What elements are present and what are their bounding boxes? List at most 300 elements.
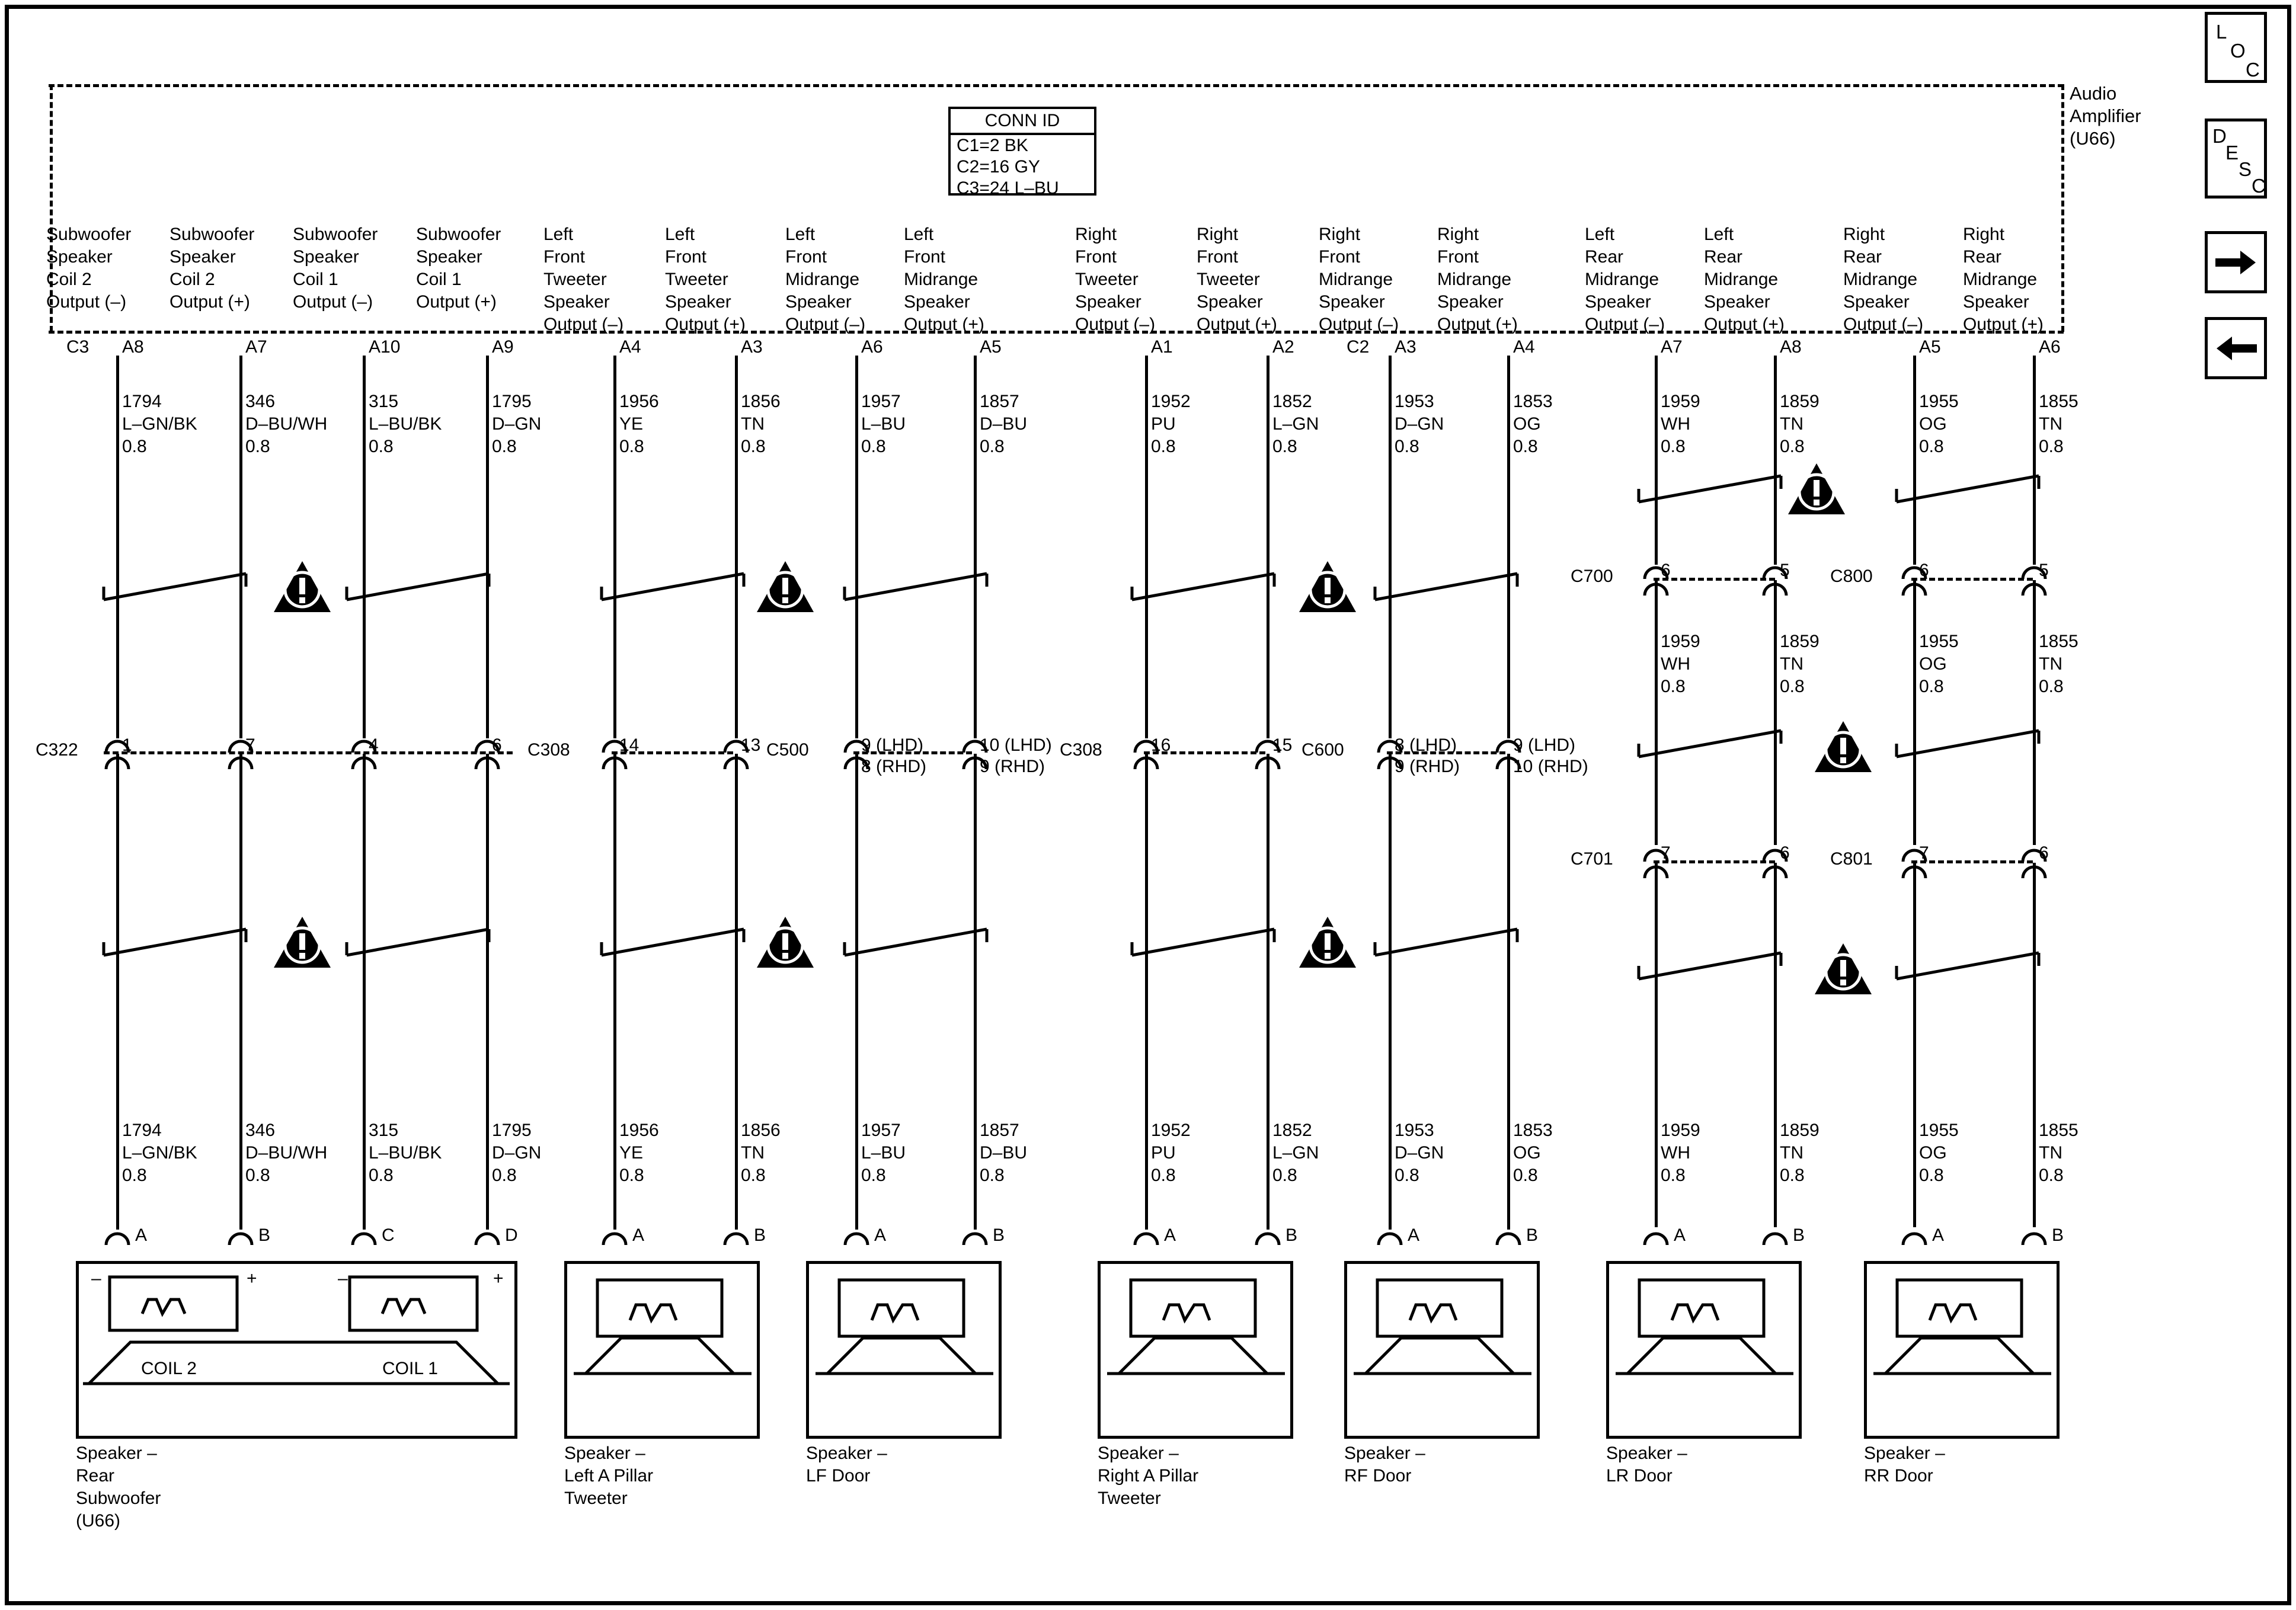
wire-c6-upper — [735, 356, 738, 738]
wire-c13-lower — [1655, 863, 1658, 1227]
header-line-c15-4: Output (–) — [1843, 315, 1924, 334]
wire-c7-upper — [855, 356, 858, 738]
speaker-rf-tweeter-caption-2: Right A Pillar — [1098, 1466, 1199, 1486]
wire-c9-upper — [1145, 356, 1148, 738]
wire-gauge-bottom-c14: 0.8 — [1780, 1166, 1805, 1185]
header-line-c4-1: Speaker — [416, 247, 482, 267]
wire-gauge-bottom-c11: 0.8 — [1395, 1166, 1419, 1185]
connector-label-c308-b: C308 — [1060, 740, 1102, 760]
coil2-label: COIL 2 — [141, 1359, 197, 1378]
header-line-c16-3: Speaker — [1963, 292, 2029, 312]
speaker-terminal-label-c15: A — [1932, 1225, 1945, 1245]
pin-number-mid-c12-0: 9 (LHD) — [1513, 735, 1576, 755]
splice-mark-bottom-5 — [1372, 924, 1520, 960]
pin-number-mid2-c15: 7 — [1919, 843, 1929, 863]
header-line-c8-3: Speaker — [904, 292, 970, 312]
speaker-rr-door-symbol — [1873, 1274, 2051, 1422]
pin-label-c8: A5 — [980, 337, 1002, 357]
polarity-c1: – — [91, 1269, 101, 1288]
wire-gauge-bottom-c5: 0.8 — [619, 1166, 644, 1185]
warning-triangle-icon-4 — [1814, 720, 1873, 774]
warning-triangle-icon-6 — [273, 916, 332, 970]
header-line-c3-3: Output (–) — [293, 292, 373, 312]
wire-gauge-bottom-c1: 0.8 — [122, 1166, 147, 1185]
header-line-c10-0: Right — [1197, 225, 1239, 244]
connector-terminal-top-c1 — [104, 737, 130, 754]
loc-button-label-c: C — [2246, 59, 2260, 81]
wire-color-mid-c14: TN — [1780, 654, 1803, 674]
splice-mark-top-2 — [599, 569, 747, 604]
wire-c11-upper — [1389, 356, 1392, 738]
c700-dash — [1654, 578, 1775, 581]
amp-label-line3: (U66) — [2070, 128, 2116, 149]
wire-number-c13: 1959 — [1661, 392, 1700, 411]
amp-box-top — [49, 84, 2064, 87]
speaker-terminal-c14 — [1762, 1230, 1788, 1246]
header-line-c3-1: Speaker — [293, 247, 359, 267]
wire-number-mid-c14: 1859 — [1780, 632, 1819, 651]
speaker-rf-tweeter-caption-1: Speaker – — [1098, 1443, 1179, 1463]
pin-number-mid-c1-0: 1 — [122, 735, 132, 755]
conn-id-row-3: C3=24 L–BU — [957, 178, 1059, 198]
splice-mark-rear-right-mid — [1894, 726, 2042, 761]
conn-id-header: CONN ID — [951, 109, 1094, 135]
wire-color-bottom-c14: TN — [1780, 1143, 1803, 1163]
header-line-c9-0: Right — [1075, 225, 1117, 244]
connector-terminal-c-c14 — [1762, 846, 1788, 863]
wire-color-mid-c13: WH — [1661, 654, 1690, 674]
header-line-c1-1: Speaker — [46, 247, 113, 267]
wire-gauge-bottom-c3: 0.8 — [369, 1166, 394, 1185]
header-line-c5-3: Speaker — [543, 292, 610, 312]
pin-number-mid-c11-1: 9 (RHD) — [1395, 757, 1460, 776]
wire-c14-middle — [1774, 580, 1777, 845]
speaker-terminal-label-c4: D — [505, 1225, 518, 1245]
header-line-c15-2: Midrange — [1843, 270, 1918, 289]
wire-color-c5: YE — [619, 414, 644, 434]
wire-gauge-c2: 0.8 — [245, 437, 270, 456]
subwoofer-symbol — [83, 1271, 510, 1431]
wire-gauge-bottom-c7: 0.8 — [861, 1166, 886, 1185]
wire-c9-lower — [1145, 754, 1148, 1230]
pin-number-mid-c3-0: 4 — [369, 735, 379, 755]
wire-color-c1: L–GN/BK — [122, 414, 197, 434]
header-line-c11-1: Front — [1319, 247, 1361, 267]
header-line-c3-2: Coil 1 — [293, 270, 338, 289]
speaker-terminal-c3 — [351, 1230, 377, 1246]
warning-triangle-icon-3 — [1787, 462, 1846, 517]
wire-color-bottom-c6: TN — [741, 1143, 765, 1163]
amp-connector-label-c2: C2 — [1347, 337, 1370, 357]
pin-label-c4: A9 — [492, 337, 514, 357]
desc-button[interactable] — [2205, 119, 2267, 199]
speaker-right-a-pillar-tweeter-symbol — [1107, 1274, 1285, 1422]
wire-c16-upper — [2033, 356, 2036, 565]
wire-number-c7: 1957 — [861, 392, 901, 411]
header-line-c14-3: Speaker — [1704, 292, 1770, 312]
header-line-c3-0: Subwoofer — [293, 225, 378, 244]
speaker-terminal-c6 — [723, 1230, 749, 1246]
header-line-c10-3: Speaker — [1197, 292, 1263, 312]
warning-triangle-icon-8 — [1298, 916, 1357, 970]
wire-number-bottom-c1: 1794 — [122, 1121, 162, 1140]
amp-label-line1: Audio — [2070, 83, 2117, 104]
conn-id-row-1: C1=2 BK — [957, 136, 1028, 155]
speaker-terminal-c15 — [1901, 1230, 1927, 1246]
wire-c14-upper — [1774, 356, 1777, 565]
connector-terminal-top-c7 — [843, 737, 869, 754]
splice-mark-bottom-3 — [842, 924, 990, 960]
splice-mark-top-3 — [842, 569, 990, 604]
wire-gauge-c16: 0.8 — [2039, 437, 2064, 456]
pin-label-c11: A3 — [1395, 337, 1416, 357]
connector-terminal-top-c3 — [351, 737, 377, 754]
pin-number-mid-c8-0: 10 (LHD) — [980, 735, 1052, 755]
desc-button-label-e: E — [2225, 142, 2239, 164]
header-line-c8-4: Output (+) — [904, 315, 984, 334]
wire-c15-upper — [1913, 356, 1916, 565]
header-line-c14-4: Output (+) — [1704, 315, 1785, 334]
pin-label-c15: A5 — [1919, 337, 1941, 357]
wire-c10-upper — [1267, 356, 1269, 738]
speaker-lf-door-symbol — [816, 1274, 993, 1422]
speaker-sub-caption-1: Speaker – — [76, 1443, 157, 1463]
wire-gauge-c7: 0.8 — [861, 437, 886, 456]
pin-label-c7: A6 — [861, 337, 883, 357]
header-line-c13-3: Speaker — [1585, 292, 1651, 312]
header-line-c1-3: Output (–) — [46, 292, 127, 312]
wire-number-c10: 1852 — [1272, 392, 1312, 411]
pin-number-mid2-c16: 6 — [2039, 843, 2049, 863]
header-line-c6-1: Front — [665, 247, 707, 267]
splice-mark-bottom-2 — [599, 924, 747, 960]
connector-terminal-d-c15 — [1901, 863, 1927, 879]
wire-number-c9: 1952 — [1151, 392, 1191, 411]
header-line-c2-1: Speaker — [170, 247, 236, 267]
connector-terminal-bottom-c4 — [474, 754, 500, 770]
connector-label-c600: C600 — [1302, 740, 1344, 760]
prev-page-button[interactable] — [2205, 317, 2267, 379]
header-line-c16-4: Output (+) — [1963, 315, 2044, 334]
wire-gauge-c12: 0.8 — [1513, 437, 1538, 456]
header-line-c8-0: Left — [904, 225, 934, 244]
pin-number-mid2-c14: 6 — [1780, 843, 1790, 863]
speaker-terminal-label-c13: A — [1674, 1225, 1686, 1245]
header-line-c11-3: Speaker — [1319, 292, 1385, 312]
header-line-c5-2: Tweeter — [543, 270, 607, 289]
wire-number-bottom-c11: 1953 — [1395, 1121, 1434, 1140]
connector-terminal-top-c4 — [474, 737, 500, 754]
connector-terminal-c-c16 — [2021, 846, 2047, 863]
wire-c8-upper — [974, 356, 977, 738]
wire-c5-upper — [613, 356, 616, 738]
wire-gauge-c14: 0.8 — [1780, 437, 1805, 456]
wire-number-bottom-c14: 1859 — [1780, 1121, 1819, 1140]
header-line-c14-0: Left — [1704, 225, 1734, 244]
speaker-terminal-label-c1: A — [135, 1225, 148, 1245]
wire-number-bottom-c16: 1855 — [2039, 1121, 2078, 1140]
connector-terminal-bottom-c7 — [843, 754, 869, 770]
connector-terminal-bottom-c3 — [351, 754, 377, 770]
wire-gauge-c5: 0.8 — [619, 437, 644, 456]
pin-number-mid2-c13: 7 — [1661, 843, 1671, 863]
pin-number-mid-c13: 6 — [1661, 561, 1671, 580]
wire-c16-lower — [2033, 863, 2036, 1227]
speaker-sub-caption-3: Subwoofer — [76, 1489, 161, 1508]
speaker-terminal-label-c5: A — [632, 1225, 645, 1245]
wire-color-bottom-c4: D–GN — [492, 1143, 542, 1163]
pin-number-mid-c4-0: 6 — [492, 735, 502, 755]
wire-number-bottom-c10: 1852 — [1272, 1121, 1312, 1140]
header-line-c7-0: Left — [785, 225, 816, 244]
speaker-terminal-label-c12: B — [1526, 1225, 1539, 1245]
pin-number-mid-c9-0: 16 — [1151, 735, 1171, 755]
wire-color-c7: L–BU — [861, 414, 906, 434]
connector-terminal-a-c14 — [1762, 564, 1788, 580]
header-line-c15-1: Rear — [1843, 247, 1882, 267]
header-line-c2-2: Coil 2 — [170, 270, 215, 289]
c322-dash — [104, 751, 513, 754]
wire-gauge-c11: 0.8 — [1395, 437, 1419, 456]
speaker-left-a-pillar-tweeter-symbol — [574, 1274, 752, 1422]
speaker-terminal-c9 — [1133, 1230, 1159, 1246]
wire-color-c12: OG — [1513, 414, 1541, 434]
left-arrow-icon — [2215, 335, 2257, 361]
speaker-terminal-label-c7: A — [874, 1225, 887, 1245]
header-line-c4-2: Coil 1 — [416, 270, 462, 289]
wire-gauge-c13: 0.8 — [1661, 437, 1686, 456]
speaker-terminal-c4 — [474, 1230, 500, 1246]
wire-gauge-c6: 0.8 — [741, 437, 766, 456]
wire-c6-lower — [735, 754, 738, 1230]
wire-number-bottom-c13: 1959 — [1661, 1121, 1700, 1140]
wire-number-c16: 1855 — [2039, 392, 2078, 411]
connector-terminal-b-c13 — [1643, 580, 1669, 597]
speaker-terminal-c16 — [2021, 1230, 2047, 1246]
warning-triangle-icon-5 — [1814, 942, 1873, 997]
wire-color-bottom-c1: L–GN/BK — [122, 1143, 197, 1163]
wire-color-bottom-c3: L–BU/BK — [369, 1143, 442, 1163]
connector-label-c500: C500 — [766, 740, 809, 760]
speaker-terminal-label-c14: B — [1793, 1225, 1805, 1245]
wire-number-bottom-c2: 346 — [245, 1121, 276, 1140]
wire-c3-upper — [363, 356, 366, 738]
header-line-c1-2: Coil 2 — [46, 270, 92, 289]
wire-number-c11: 1953 — [1395, 392, 1434, 411]
connector-terminal-bottom-c8 — [962, 754, 988, 770]
wire-c15-lower — [1913, 863, 1916, 1227]
pin-number-mid-c5-0: 14 — [619, 735, 639, 755]
speaker-lf-tweeter-caption-1: Speaker – — [564, 1443, 645, 1463]
speaker-sub-caption-4: (U66) — [76, 1511, 121, 1531]
amp-connector-label-c3: C3 — [66, 337, 89, 357]
warning-triangle-icon-1 — [756, 560, 815, 614]
header-line-c4-0: Subwoofer — [416, 225, 501, 244]
splice-mark-top-5 — [1372, 569, 1520, 604]
amp-label-line2: Amplifier — [2070, 105, 2141, 126]
header-line-c11-2: Midrange — [1319, 270, 1393, 289]
pin-label-c1: A8 — [122, 337, 144, 357]
wire-color-c14: TN — [1780, 414, 1803, 434]
header-line-c13-2: Midrange — [1585, 270, 1659, 289]
pin-label-c3: A10 — [369, 337, 401, 357]
pin-number-mid-c7-0: 9 (LHD) — [861, 735, 924, 755]
wire-number-mid-c13: 1959 — [1661, 632, 1700, 651]
wire-gauge-mid-c16: 0.8 — [2039, 677, 2064, 696]
pin-label-c9: A1 — [1151, 337, 1173, 357]
wire-number-c12: 1853 — [1513, 392, 1553, 411]
connector-label-c800: C800 — [1830, 566, 1873, 586]
splice-mark-rear-left-top — [1636, 471, 1784, 507]
wire-color-bottom-c10: L–GN — [1272, 1143, 1319, 1163]
right-arrow-icon — [2215, 249, 2257, 276]
speaker-lf-door-caption-2: LF Door — [806, 1466, 871, 1486]
wire-c5-lower — [613, 754, 616, 1230]
polarity-c4: + — [493, 1269, 504, 1288]
header-line-c13-0: Left — [1585, 225, 1615, 244]
wire-gauge-bottom-c9: 0.8 — [1151, 1166, 1176, 1185]
warning-triangle-icon-7 — [756, 916, 815, 970]
wire-c13-upper — [1655, 356, 1658, 565]
header-line-c7-3: Speaker — [785, 292, 852, 312]
wire-number-bottom-c9: 1952 — [1151, 1121, 1191, 1140]
connector-terminal-top-c5 — [602, 737, 628, 754]
pin-number-mid-c7-1: 8 (RHD) — [861, 757, 926, 776]
header-line-c11-4: Output (–) — [1319, 315, 1399, 334]
wire-gauge-bottom-c12: 0.8 — [1513, 1166, 1538, 1185]
connector-terminal-top-c8 — [962, 737, 988, 754]
header-line-c5-1: Front — [543, 247, 586, 267]
wire-gauge-bottom-c4: 0.8 — [492, 1166, 517, 1185]
connector-terminal-top-c12 — [1495, 737, 1521, 754]
wire-gauge-c3: 0.8 — [369, 437, 394, 456]
wire-color-bottom-c5: YE — [619, 1143, 644, 1163]
wire-number-bottom-c5: 1956 — [619, 1121, 659, 1140]
warning-triangle-icon-2 — [1298, 560, 1357, 614]
speaker-lf-tweeter-caption-2: Left A Pillar — [564, 1466, 654, 1486]
pin-label-c2: A7 — [245, 337, 267, 357]
speaker-terminal-c13 — [1643, 1230, 1669, 1246]
splice-mark-rear-right-bottom — [1894, 948, 2042, 984]
connector-terminal-a-c15 — [1901, 564, 1927, 580]
header-line-c7-2: Midrange — [785, 270, 860, 289]
wire-number-c14: 1859 — [1780, 392, 1819, 411]
wire-gauge-bottom-c13: 0.8 — [1661, 1166, 1686, 1185]
wire-color-bottom-c7: L–BU — [861, 1143, 906, 1163]
header-line-c8-2: Midrange — [904, 270, 978, 289]
header-line-c8-1: Front — [904, 247, 946, 267]
wire-gauge-mid-c14: 0.8 — [1780, 677, 1805, 696]
connector-terminal-bottom-c2 — [228, 754, 254, 770]
wire-number-c8: 1857 — [980, 392, 1019, 411]
wire-gauge-c10: 0.8 — [1272, 437, 1297, 456]
header-line-c16-0: Right — [1963, 225, 2005, 244]
wire-gauge-mid-c15: 0.8 — [1919, 677, 1944, 696]
speaker-terminal-label-c2: B — [258, 1225, 271, 1245]
pin-number-mid-c12-1: 10 (RHD) — [1513, 757, 1588, 776]
wire-gauge-c15: 0.8 — [1919, 437, 1944, 456]
pin-label-c6: A3 — [741, 337, 763, 357]
wire-c2-lower — [239, 754, 242, 1230]
speaker-rf-door-symbol — [1354, 1274, 1531, 1422]
wire-c12-lower — [1507, 754, 1510, 1230]
speaker-lf-tweeter-caption-3: Tweeter — [564, 1489, 628, 1508]
speaker-terminal-c12 — [1495, 1230, 1521, 1246]
connector-terminal-a-c16 — [2021, 564, 2047, 580]
pin-number-mid-c8-1: 9 (RHD) — [980, 757, 1045, 776]
header-line-c6-4: Output (+) — [665, 315, 746, 334]
wire-gauge-c9: 0.8 — [1151, 437, 1176, 456]
wire-gauge-bottom-c16: 0.8 — [2039, 1166, 2064, 1185]
speaker-rf-tweeter-caption-3: Tweeter — [1098, 1489, 1161, 1508]
wire-color-bottom-c9: PU — [1151, 1143, 1176, 1163]
header-line-c2-0: Subwoofer — [170, 225, 255, 244]
pin-label-c5: A4 — [619, 337, 641, 357]
wire-number-bottom-c3: 315 — [369, 1121, 399, 1140]
header-line-c13-1: Rear — [1585, 247, 1624, 267]
coil1-label: COIL 1 — [382, 1359, 438, 1378]
wire-gauge-bottom-c6: 0.8 — [741, 1166, 766, 1185]
wire-color-mid-c15: OG — [1919, 654, 1947, 674]
connector-terminal-bottom-c1 — [104, 754, 130, 770]
wire-c15-middle — [1913, 580, 1916, 845]
wire-number-mid-c16: 1855 — [2039, 632, 2078, 651]
speaker-rf-door-caption-1: Speaker – — [1344, 1443, 1425, 1463]
loc-button-label-o: O — [2230, 40, 2246, 62]
header-line-c12-4: Output (+) — [1437, 315, 1518, 334]
splice-mark-bottom-0 — [101, 924, 249, 960]
header-line-c7-1: Front — [785, 247, 827, 267]
wire-number-c1: 1794 — [122, 392, 162, 411]
wire-number-bottom-c6: 1856 — [741, 1121, 781, 1140]
connector-terminal-bottom-c5 — [602, 754, 628, 770]
pin-label-c14: A8 — [1780, 337, 1802, 357]
speaker-lr-door-caption-2: LR Door — [1606, 1466, 1673, 1486]
connector-terminal-bottom-c12 — [1495, 754, 1521, 770]
wire-color-c10: L–GN — [1272, 414, 1319, 434]
wire-color-bottom-c8: D–BU — [980, 1143, 1028, 1163]
wire-c3-lower — [363, 754, 366, 1230]
speaker-terminal-label-c10: B — [1285, 1225, 1298, 1245]
connector-terminal-a-c13 — [1643, 564, 1669, 580]
c800-dash — [1911, 578, 2033, 581]
wire-color-bottom-c11: D–GN — [1395, 1143, 1444, 1163]
wire-gauge-bottom-c10: 0.8 — [1272, 1166, 1297, 1185]
splice-mark-rear-left-mid — [1636, 726, 1784, 761]
wire-number-c6: 1856 — [741, 392, 781, 411]
loc-button[interactable] — [2205, 12, 2267, 83]
splice-mark-top-0 — [101, 569, 249, 604]
splice-mark-bottom-1 — [344, 924, 492, 960]
wire-color-c16: TN — [2039, 414, 2062, 434]
wire-number-bottom-c8: 1857 — [980, 1121, 1019, 1140]
header-line-c9-2: Tweeter — [1075, 270, 1139, 289]
wire-c4-lower — [486, 754, 489, 1230]
wire-number-c3: 315 — [369, 392, 399, 411]
next-page-button[interactable] — [2205, 231, 2267, 293]
connector-terminal-d-c16 — [2021, 863, 2047, 879]
pin-number-mid-c6-0: 13 — [741, 735, 761, 755]
wire-c1-lower — [116, 754, 119, 1230]
connector-terminal-bottom-c11 — [1377, 754, 1403, 770]
wire-c16-middle — [2033, 580, 2036, 845]
header-line-c10-2: Tweeter — [1197, 270, 1260, 289]
speaker-rf-door-caption-2: RF Door — [1344, 1466, 1412, 1486]
wire-color-bottom-c15: OG — [1919, 1143, 1947, 1163]
header-line-c12-0: Right — [1437, 225, 1479, 244]
wire-color-c15: OG — [1919, 414, 1947, 434]
header-line-c11-0: Right — [1319, 225, 1361, 244]
